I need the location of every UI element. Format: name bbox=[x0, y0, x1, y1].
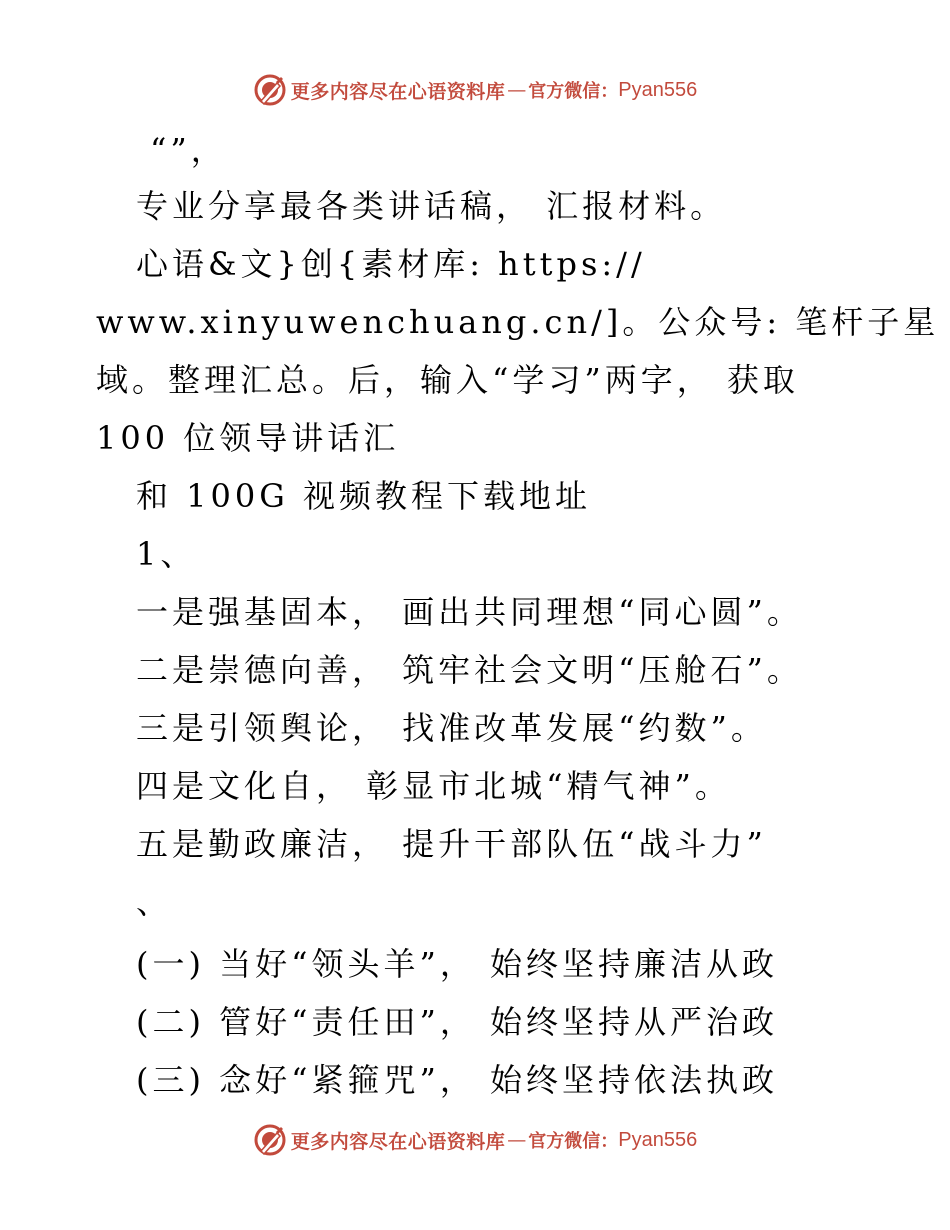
text-line-16: (三) 念好“紧箍咒”， 始终坚持依法执政 bbox=[136, 1061, 779, 1099]
watermark-wechat-id: Pyan556 bbox=[618, 1128, 698, 1151]
text-line-15: (二) 管好“责任田”， 始终坚持从严治政 bbox=[136, 1003, 779, 1041]
pen-logo-icon bbox=[253, 73, 287, 107]
text-line-9: 二是崇德向善， 筑牢社会文明“压舱石”。 bbox=[136, 651, 803, 689]
watermark-wechat-id: Pyan556 bbox=[618, 78, 698, 101]
text-line-5: 100 位领导讲话汇 bbox=[96, 419, 400, 457]
text-line-0: “”， bbox=[150, 131, 227, 169]
watermark-official: 官方微信： bbox=[528, 81, 619, 102]
text-line-1: 专业分享最各类讲话稿， 汇报材料。 bbox=[136, 187, 727, 225]
text-line-13: 、 bbox=[136, 883, 173, 921]
text-line-6: 和 100G 视频教程下载地址 bbox=[136, 477, 591, 515]
watermark-dash: — bbox=[507, 79, 527, 101]
watermark-official: 官方微信： bbox=[528, 1131, 619, 1152]
watermark-dash: — bbox=[507, 1129, 527, 1151]
watermark-text: 更多内容尽在心语资料库 bbox=[290, 80, 506, 103]
text-line-7: 1、 bbox=[136, 535, 197, 573]
text-line-4: 域。整理汇总。后，输入“学习”两字， 获取 bbox=[96, 361, 799, 399]
text-line-14: (一) 当好“领头羊”， 始终坚持廉洁从政 bbox=[136, 945, 779, 983]
pen-logo-icon bbox=[253, 1123, 287, 1157]
text-line-12: 五是勤政廉洁， 提升干部队伍“战斗力” bbox=[136, 825, 767, 863]
header-watermark bbox=[0, 70, 950, 110]
text-line-11: 四是文化自， 彰显市北城“精气神”。 bbox=[136, 767, 731, 805]
text-line-3: www.xinyuwenchuang.cn/]。公众号: 笔杆子星 bbox=[96, 303, 940, 341]
footer-watermark bbox=[0, 1120, 950, 1160]
watermark-text: 更多内容尽在心语资料库 bbox=[290, 1130, 506, 1153]
text-line-8: 一是强基固本， 画出共同理想“同心圆”。 bbox=[136, 593, 803, 631]
text-line-2: 心语&文}创{素材库: https:// bbox=[136, 245, 646, 283]
text-line-10: 三是引领舆论， 找准改革发展“约数”。 bbox=[136, 709, 767, 747]
